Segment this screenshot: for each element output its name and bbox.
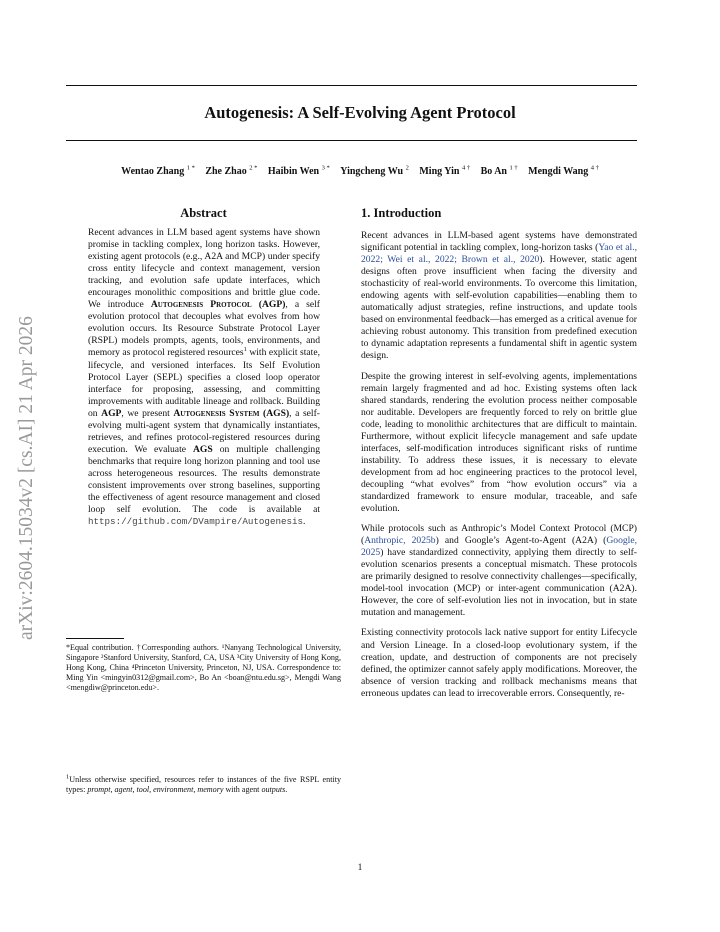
author: Yingcheng Wu $^2$ (340, 164, 409, 177)
citation-link[interactable]: Yao et al., 2022; Wei et al., 2022; Brown et al., 2020 (361, 242, 637, 266)
citation-link[interactable]: Anthropic, 2025b (364, 535, 436, 547)
footnote-resources: $^1$Unless otherwise specified, resources refer to instances of the five RSPL entity types: prompt, agent, tool, environment, memory with agent outputs. (66, 773, 341, 794)
page-number: 1 (357, 863, 363, 873)
author-list (0, 166, 720, 177)
author: Wentao Zhang $^{1 *}$ (121, 164, 195, 177)
citation-link[interactable]: Google, 2025 (361, 535, 637, 559)
footnote-rule (66, 638, 124, 639)
footnote-mark: 1 (243, 346, 247, 354)
title-rule-bottom (66, 140, 637, 141)
agp-name: Autogenesis Protocol (150, 299, 252, 311)
title-rule-top (66, 85, 637, 86)
intro-paragraph: Despite the growing interest in self-evolving agents, implementations remain largely fragmented and ad hoc. Existing systems often lack shared standards, rendering the evolution process neither composable nor auditable. Developers are frequently forced to rely on brittle glue code, leading to monolithic architectures that are difficult to maintain. Furthermore, without explicit lifecycle management and safe update interfaces, self-modification introduces significant risks of runtime instability. To address these issues, it is necessary to elevate development from ad hoc engineering practices to the protocol level, decoupling “what evolves” from “how evolution occurs” via a standardized framework to ensure modular, traceable, and safe evolution. (361, 370, 637, 515)
introduction-body (361, 230, 637, 708)
ags-name: Autogenesis System (173, 407, 260, 419)
abstract-body: Recent advances in LLM based agent systems have shown promise in tackling complex, long horizon tasks. However, existing agent protocols (e.g., A2A and MCP) under specify cross entity lifecycle and context management, version tracking, and evolution safe update interfaces, which encourages monolithic compositions and brittle glue code. We introduce Autogenesis Protocol (AGP), a self evolution protocol that decouples what evolves from how evolution occurs. Its Resource Substrate Protocol Layer (RSPL) models prompts, agents, tools, environments, and memory as protocol registered resources$^1$ with explicit state, lifecycle, and versioned interfaces. Its Self Evolution Protocol Layer (SEPL) specifies a closed loop operator interface for proposing, assessing, and committing improvements with auditable lineage and rollback. Building on AGP, we present Autogenesis System (AGS), a self-evolving multi-agent system that dynamically instantiates, retrieves, and refines protocol-registered resources during execution. We evaluate AGS on multiple challenging benchmarks that require long horizon planning and tool use across heterogeneous resources. The results demonstrate consistent improvements over strong baselines, supporting the effectiveness of agent resource management and closed loop self evolution. The code is available at https://github.com/DVampire/Autogenesis. (88, 227, 321, 528)
author: Bo An $^{1 \dagger}$ (480, 164, 518, 177)
section-heading-introduction: 1. Introduction (361, 206, 442, 220)
intro-paragraph: While protocols such as Anthropic’s Model Context Protocol (MCP) (Anthropic, 2025b) and Google’s Agent-to-Agent (A2A) (Google, 2025) have standardized connectivity, applying them directly to self-evolution scenarios presents a conceptual mismatch. These protocols are primarily designed to resolve connectivity challenges—specifically, model-tool invocation (MCP) or inter-agent communication (A2A). However, the core of self-evolution lies not in invocation, but in state mutation and management. (361, 523, 637, 619)
intro-paragraph: Existing connectivity protocols lack native support for entity Lifecycle and Version Lineage. In a closed-loop evolutionary system, if the creation, update, and destruction of components are not precisely defined, the optimizer cannot safely apply modifications. Moreover, the absence of version tracking and rollback mechanisms means that erroneous updates can lead to irrecoverable errors. Consequently, re- (361, 627, 637, 699)
paper-title: Autogenesis: A Self-Evolving Agent Protocol (204, 103, 516, 122)
author: Mengdi Wang $^{4 \dagger}$ (528, 164, 599, 177)
intro-paragraph: Recent advances in LLM-based agent systems have demonstrated significant potential in tackling complex, long-horizon tasks (Yao et al., 2022; Wei et al., 2022; Brown et al., 2020). However, static agent designs often prove insufficient when facing the diversity and stochasticity of real-world environments. To overcome this limitation, endowing agents with self-evolution capabilities—enabling them to automatically adjust strategies, refine instructions, and update tools based on environmental feedback—has emerged as a critical avenue for achieving robust autonomy. This transition from predefined execution to dynamic adaptation represents a fundamental shift in agentic system design. (361, 230, 637, 362)
code-link[interactable]: https://github.com/DVampire/Autogenesis (88, 516, 304, 528)
arxiv-identifier-text: arXiv:2604.15034v2 [cs.AI] 21 Apr 2026 (16, 316, 37, 640)
abstract-heading: Abstract (180, 206, 227, 220)
footnote-affiliations: *Equal contribution. †Corresponding authors. ¹Nanyang Technological University, Singapore ²Stanford University, Stanford, CA, USA ³City University of Hong Kong, Hong Kong, China ⁴Princeton University, Princeton, NJ, USA. Correspondence to: Ming Yin <mingyin0312@gmail.com>, Bo An <boan@ntu.edu.sg>, Mengdi Wang <mengdiw@princeton.edu>. (66, 643, 341, 692)
author: Ming Yin $^{4 \dagger}$ (419, 164, 471, 177)
author: Zhe Zhao $^{2 *}$ (205, 164, 258, 177)
author: Haibin Wen $^{3 *}$ (267, 164, 330, 177)
